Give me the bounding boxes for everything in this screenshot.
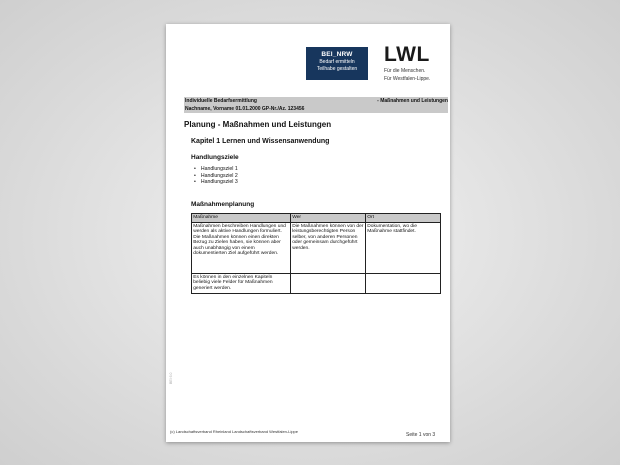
- column-header-measure: Maßnahme: [192, 214, 291, 223]
- table-row: [192, 223, 441, 274]
- header-document-type: Individuelle Bedarfsermittlung: [185, 98, 257, 104]
- table-cell: [366, 274, 441, 294]
- table-cell: Es können in den einzelnen Kapiteln beliebig viele Felder für Maßnahmen generiert werden.: [192, 274, 291, 294]
- footer-page-number: Seite 1 von 3: [406, 432, 436, 438]
- lwl-logo: [384, 44, 448, 82]
- side-version-code: BEI 6.0: [169, 372, 173, 384]
- table-cell: Maßnahmen beschreiben Handlungen und werden als aktive Handlungen formuliert. Die Maßnahmen können einen direkten Bezug zu Zielen haben, sie können aber auch unabhängig von einem dokumentierten Ziel aufgeführt werden.: [192, 223, 291, 274]
- footer-copyright: (c) Landschaftsverband Rheinland Landschaftsverband Westfalen-Lippe: [170, 429, 299, 434]
- column-header-where: Ort: [366, 214, 441, 223]
- header-section-title: - Maßnahmen und Leistungen: [377, 98, 448, 104]
- list-item: • Handlungsziel 2: [194, 173, 238, 180]
- page-title: Planung - Maßnahmen und Leistungen: [184, 120, 332, 129]
- header-person-info: Nachname, Vorname 01.01.2000 GP-Nr./Az. 123456: [185, 106, 305, 112]
- chapter-heading: Kapitel 1 Lernen und Wissensanwendung: [191, 138, 330, 145]
- document-page: [166, 24, 450, 442]
- bei-logo-title: BEI_NRW: [321, 51, 353, 58]
- bei-logo-line2: Teilhabe gestalten: [316, 66, 358, 72]
- bei-nrw-logo: [306, 47, 368, 80]
- lwl-logo-line2: Für Westfalen-Lippe.: [384, 76, 431, 82]
- table-row: [192, 274, 441, 294]
- column-header-who: Wer: [291, 214, 366, 223]
- list-item: • Handlungsziel 3: [194, 179, 238, 186]
- table-cell: [291, 274, 366, 294]
- measures-table: [191, 213, 441, 294]
- list-item: • Handlungsziel 1: [194, 166, 238, 173]
- goals-heading: Handlungsziele: [191, 154, 239, 161]
- table-cell: Dokumentation, wo die Maßnahme stattfindet.: [366, 223, 441, 274]
- measures-heading: Maßnahmenplanung: [191, 201, 255, 208]
- lwl-logo-line1: Für die Menschen.: [384, 68, 426, 74]
- table-cell: Die Maßnahmen können von der leistungsberechtigten Person selber, von anderen Personen oder gemeinsam durchgeführt werden.: [291, 223, 366, 274]
- lwl-logo-title: LWL: [384, 43, 430, 66]
- bei-logo-line1: Bedarf ermitteln: [319, 59, 355, 65]
- table-header-row: [192, 214, 441, 223]
- document-header-bar: [184, 97, 448, 113]
- goals-list: [194, 166, 238, 186]
